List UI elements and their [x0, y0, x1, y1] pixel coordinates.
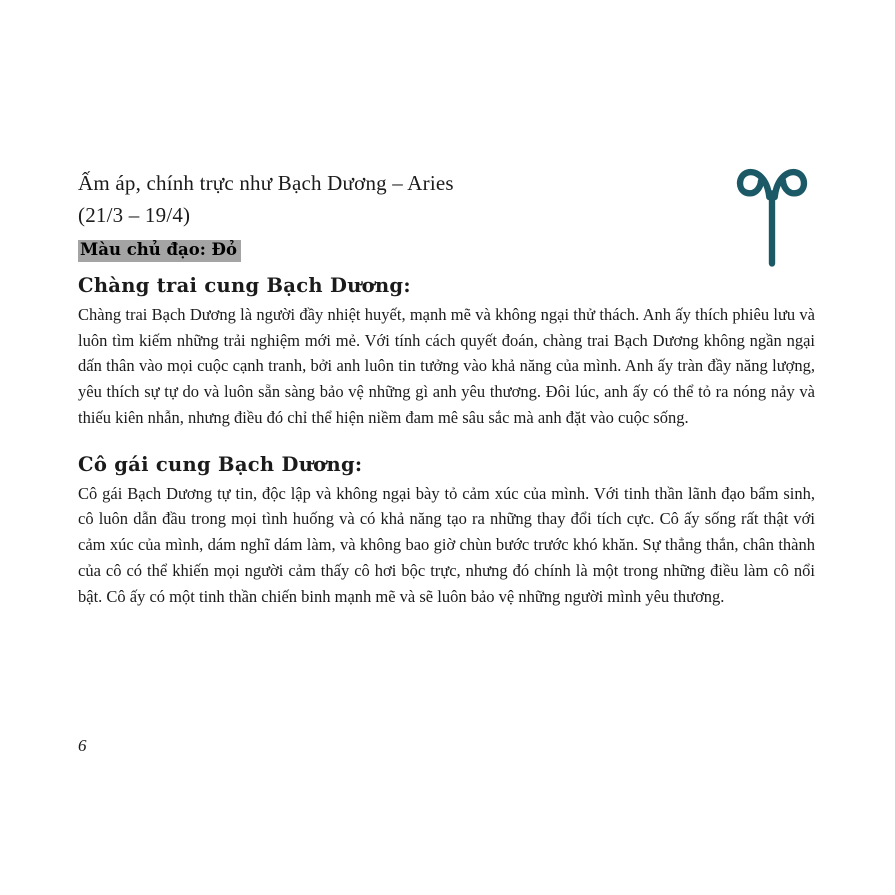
aries-icon	[731, 168, 813, 268]
color-theme-highlight: Màu chủ đạo: Đỏ	[78, 240, 241, 262]
title-line-1: Ấm áp, chính trực như Bạch Dương – Aries	[78, 171, 454, 195]
page-content	[78, 168, 815, 609]
aries-icon-left-horn	[740, 172, 769, 197]
page-title	[78, 168, 815, 231]
section-heading-aries-man: Chàng trai cung Bạch Dương:	[78, 273, 411, 297]
section-aries-woman	[78, 453, 815, 610]
section-aries-man	[78, 274, 815, 431]
section-body-aries-man: Chàng trai Bạch Dương là người đầy nhiệt huyết, mạnh mẽ và không ngại thử thách. Anh ấy thích phiêu lưu và luôn tìm kiếm những trải nghiệm mới mẻ. Với tính cách quyết đoán, chàng trai Bạch Dương không ngần ngại dấn thân vào mọi cuộc cạnh tranh, bởi anh luôn tin tưởng vào khả năng của mình. Anh ấy tràn đầy năng lượng, yêu thích sự tự do và luôn sẵn sàng bảo vệ những gì anh yêu thương. Đôi lúc, anh ấy có thể tỏ ra nóng nảy và thiếu kiên nhẫn, nhưng điều đó chỉ thể hiện niềm đam mê sâu sắc mà anh đặt vào cuộc sống.	[78, 304, 815, 427]
section-heading-aries-woman: Cô gái cung Bạch Dương:	[78, 452, 363, 476]
title-line-2: (21/3 – 19/4)	[78, 202, 191, 227]
section-body-aries-woman: Cô gái Bạch Dương tự tin, độc lập và không ngại bày tỏ cảm xúc của mình. Với tinh thần lãnh đạo bẩm sinh, cô luôn dẫn đầu trong mọi tình huống và có khả năng tạo ra những thay đổi tích cực. Cô ấy sống rất thật với cảm xúc của mình, dám nghĩ dám làm, và không bao giờ chùn bước trước khó khăn. Sự thẳng thắn, chân thành của cô có thể khiến mọi người cảm thấy cô hơi bộc trực, nhưng đó chính là một trong những điều làm cô nổi bật. Cô ấy có một tinh thần chiến binh mạnh mẽ và sẽ luôn bảo vệ những người mình yêu thương.	[78, 483, 815, 606]
page-number: 6	[78, 736, 87, 755]
aries-icon-right-horn	[775, 172, 804, 197]
